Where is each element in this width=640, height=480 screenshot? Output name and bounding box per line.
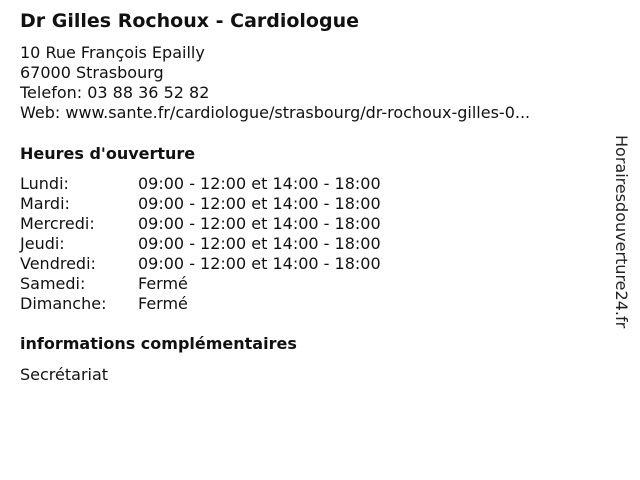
time-value: 09:00 - 12:00 et 14:00 - 18:00 (138, 234, 381, 253)
time-value: 09:00 - 12:00 et 14:00 - 18:00 (138, 194, 381, 213)
hours-row (20, 254, 381, 274)
day-label: Samedi: (20, 274, 86, 293)
additional-info-text: Secrétariat (20, 365, 109, 384)
hours-row (20, 174, 381, 194)
website-link[interactable]: Web: www.sante.fr/cardiologue/strasbourg/dr-rochoux-gilles-0... (20, 103, 531, 122)
hours-row (20, 214, 381, 234)
additional-info-heading: informations complémentaires (20, 334, 297, 353)
day-label: Jeudi: (20, 234, 65, 253)
opening-hours-table (20, 174, 381, 314)
day-label: Lundi: (20, 174, 69, 193)
site-watermark: Horairesdouverture24.fr (612, 135, 631, 329)
time-value: 09:00 - 12:00 et 14:00 - 18:00 (138, 174, 381, 193)
page-title: Dr Gilles Rochoux - Cardiologue (20, 10, 360, 32)
day-label: Vendredi: (20, 254, 96, 273)
time-value: 09:00 - 12:00 et 14:00 - 18:00 (138, 254, 381, 273)
hours-row (20, 194, 381, 214)
street-address: 10 Rue François Epailly (20, 43, 205, 62)
hours-row (20, 274, 381, 294)
time-value: Fermé (138, 274, 188, 293)
time-value: 09:00 - 12:00 et 14:00 - 18:00 (138, 214, 381, 233)
time-value: Fermé (138, 294, 188, 313)
day-label: Mardi: (20, 194, 70, 213)
address-block (20, 43, 530, 123)
day-label: Mercredi: (20, 214, 95, 233)
hours-row (20, 294, 381, 314)
hours-row (20, 234, 381, 254)
day-label: Dimanche: (20, 294, 107, 313)
city-address: 67000 Strasbourg (20, 63, 164, 82)
phone-number: Telefon: 03 88 36 52 82 (20, 83, 210, 102)
opening-hours-heading: Heures d'ouverture (20, 144, 196, 163)
